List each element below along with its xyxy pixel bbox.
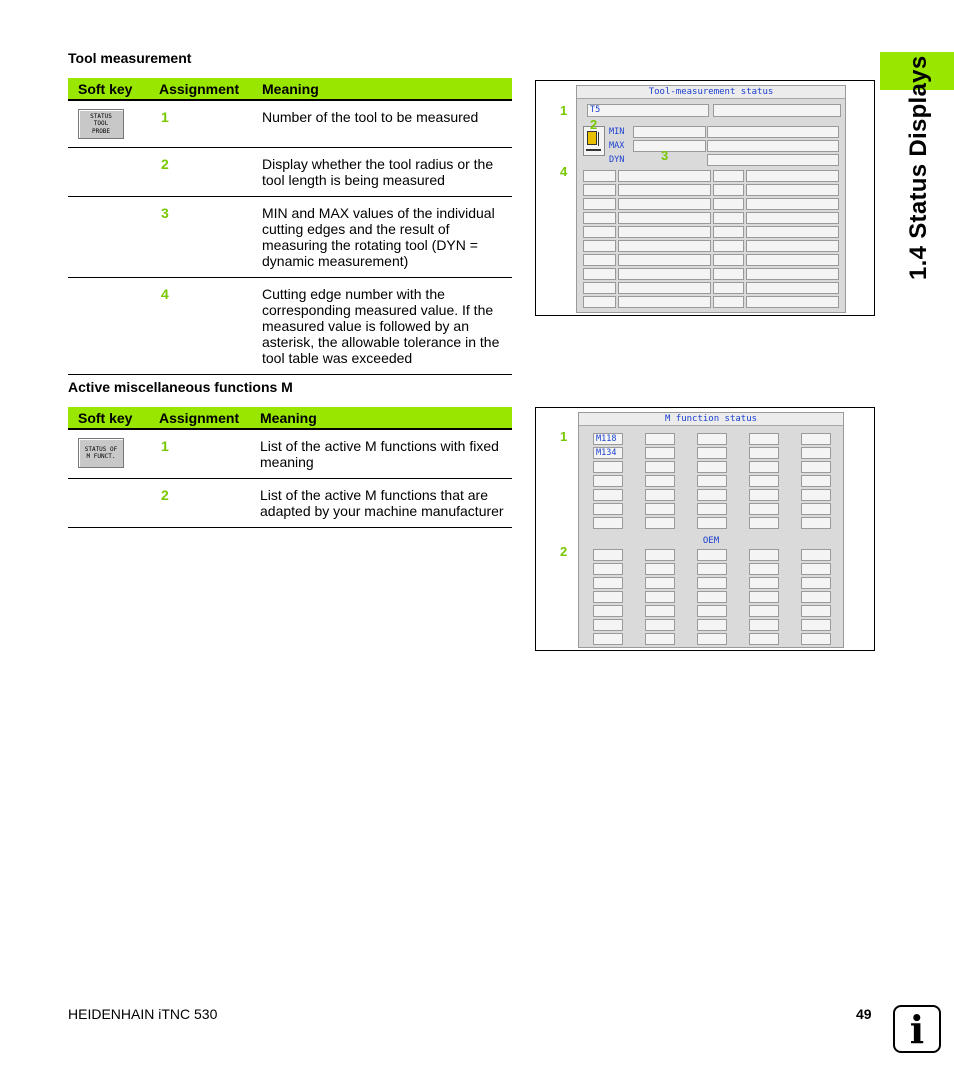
empty-field — [583, 198, 616, 210]
empty-field — [618, 184, 711, 196]
empty-field — [583, 170, 616, 182]
col-header-meaning: Meaning — [250, 407, 512, 429]
empty-field — [697, 475, 727, 487]
empty-field — [697, 461, 727, 473]
empty-field — [697, 633, 727, 645]
empty-field — [697, 577, 727, 589]
table-row — [68, 197, 512, 278]
min-label: MIN — [609, 127, 625, 137]
empty-field — [697, 605, 727, 617]
empty-field — [618, 268, 711, 280]
active-m-field: M134 — [593, 447, 623, 459]
empty-field — [713, 254, 744, 266]
empty-field — [697, 619, 727, 631]
empty-field — [801, 577, 831, 589]
max-label: MAX — [609, 141, 625, 151]
m-status-screen — [578, 412, 844, 648]
empty-field — [801, 591, 831, 603]
row-meaning: Display whether the tool radius or the tool length is being measured — [252, 148, 512, 197]
footer-product: HEIDENHAIN iTNC 530 — [68, 1006, 218, 1022]
empty-field — [645, 475, 675, 487]
empty-field — [801, 563, 831, 575]
empty-field — [749, 447, 779, 459]
empty-field — [618, 198, 711, 210]
row-number: 1 — [149, 100, 252, 148]
table-row — [68, 100, 512, 148]
empty-field — [713, 212, 744, 224]
empty-field — [746, 254, 839, 266]
empty-field — [583, 282, 616, 294]
col-header-assignment: Assignment — [149, 78, 252, 100]
empty-field — [583, 268, 616, 280]
empty-field — [583, 296, 616, 308]
status-tool-probe-softkey[interactable]: STATUS TOOL PROBE — [78, 109, 124, 139]
empty-field — [593, 605, 623, 617]
table-row — [68, 148, 512, 197]
empty-field — [593, 461, 623, 473]
empty-field — [746, 240, 839, 252]
empty-field — [583, 226, 616, 238]
empty-field — [801, 549, 831, 561]
empty-field — [583, 254, 616, 266]
empty-field — [746, 268, 839, 280]
row-meaning: Cutting edge number with the corresponding measured value. If the measured value is followed by an asterisk, the allowable tolerance in the tool table was exceeded — [252, 278, 512, 375]
empty-field — [749, 619, 779, 631]
empty-field — [645, 577, 675, 589]
empty-field — [713, 184, 744, 196]
empty-field — [749, 605, 779, 617]
empty-field — [801, 517, 831, 529]
empty-field — [645, 619, 675, 631]
empty-field — [801, 433, 831, 445]
empty-field — [801, 605, 831, 617]
empty-field — [645, 591, 675, 603]
empty-field — [713, 240, 744, 252]
empty-field — [749, 475, 779, 487]
empty-field — [593, 633, 623, 645]
row-number: 4 — [149, 278, 252, 375]
table-row — [68, 278, 512, 375]
empty-field — [801, 503, 831, 515]
empty-field — [645, 633, 675, 645]
empty-field — [583, 212, 616, 224]
empty-field — [801, 447, 831, 459]
dyn-result-field — [707, 154, 839, 166]
row-meaning: MIN and MAX values of the individual cutting edges and the result of measuring the rotating tool (DYN = dynamic measurement) — [252, 197, 512, 278]
empty-field — [583, 184, 616, 196]
tool-name-field — [713, 104, 841, 117]
table-row — [68, 429, 512, 479]
empty-field — [618, 296, 711, 308]
col-header-softkey: Soft key — [68, 407, 149, 429]
empty-field — [749, 633, 779, 645]
empty-field — [645, 549, 675, 561]
max-result-field — [707, 140, 839, 152]
empty-field — [645, 489, 675, 501]
empty-field — [697, 563, 727, 575]
status-m-funct-softkey[interactable]: STATUS OF M FUNCT. — [78, 438, 124, 468]
empty-field — [593, 489, 623, 501]
empty-field — [749, 591, 779, 603]
chapter-title: 1.4 Status Displays — [905, 55, 932, 280]
table-row — [68, 479, 512, 528]
row-number: 3 — [149, 197, 252, 278]
empty-field — [713, 296, 744, 308]
tool-number-field: T5 — [587, 104, 709, 117]
callout-1: 1 — [560, 429, 568, 444]
empty-field — [645, 517, 675, 529]
empty-field — [713, 226, 744, 238]
empty-field — [713, 268, 744, 280]
empty-field — [801, 633, 831, 645]
empty-field — [645, 461, 675, 473]
m-softkey-table — [68, 407, 512, 528]
empty-field — [749, 517, 779, 529]
empty-field — [746, 198, 839, 210]
tool-status-screen — [576, 85, 846, 313]
empty-field — [801, 489, 831, 501]
callout-2: 2 — [590, 117, 598, 132]
empty-field — [713, 198, 744, 210]
empty-field — [593, 563, 623, 575]
tool-section-title: Tool measurement — [68, 50, 192, 66]
empty-field — [618, 170, 711, 182]
tool-measurement-screenshot — [535, 80, 875, 316]
oem-label: OEM — [579, 535, 843, 547]
empty-field — [746, 170, 839, 182]
col-header-softkey: Soft key — [68, 78, 149, 100]
empty-field — [645, 447, 675, 459]
empty-field — [618, 212, 711, 224]
empty-field — [801, 475, 831, 487]
empty-field — [618, 226, 711, 238]
row-meaning: List of the active M functions that are adapted by your machine manufacturer — [250, 479, 512, 528]
row-meaning: Number of the tool to be measured — [252, 100, 512, 148]
empty-field — [697, 549, 727, 561]
tool-status-title: Tool-measurement status — [577, 86, 845, 99]
empty-field — [593, 577, 623, 589]
m-section-title: Active miscellaneous functions M — [68, 379, 293, 395]
empty-field — [746, 226, 839, 238]
min-value-field — [633, 126, 706, 138]
empty-field — [746, 184, 839, 196]
empty-field — [749, 577, 779, 589]
empty-field — [618, 282, 711, 294]
empty-field — [593, 475, 623, 487]
empty-field — [697, 503, 727, 515]
page-number: 49 — [856, 1006, 872, 1022]
m-function-screenshot — [535, 407, 875, 651]
empty-field — [618, 254, 711, 266]
row-meaning: List of the active M functions with fixed meaning — [250, 429, 512, 479]
col-header-meaning: Meaning — [252, 78, 512, 100]
min-result-field — [707, 126, 839, 138]
empty-field — [645, 433, 675, 445]
empty-field — [746, 296, 839, 308]
callout-3: 3 — [661, 148, 669, 163]
empty-field — [746, 212, 839, 224]
empty-field — [697, 447, 727, 459]
tool-softkey-table — [68, 78, 512, 375]
empty-field — [697, 433, 727, 445]
info-icon: i — [893, 1005, 941, 1053]
empty-field — [749, 433, 779, 445]
empty-field — [645, 503, 675, 515]
empty-field — [645, 563, 675, 575]
col-header-assignment: Assignment — [149, 407, 250, 429]
empty-field — [593, 619, 623, 631]
row-number: 2 — [149, 479, 250, 528]
row-number: 2 — [149, 148, 252, 197]
empty-field — [593, 549, 623, 561]
empty-field — [593, 503, 623, 515]
max-value-field — [633, 140, 706, 152]
empty-field — [645, 605, 675, 617]
empty-field — [749, 549, 779, 561]
empty-field — [618, 240, 711, 252]
m-status-title: M function status — [579, 413, 843, 426]
empty-field — [713, 170, 744, 182]
empty-field — [801, 461, 831, 473]
callout-4: 4 — [560, 164, 568, 179]
empty-field — [697, 489, 727, 501]
callout-2: 2 — [560, 544, 568, 559]
empty-field — [749, 563, 779, 575]
empty-field — [801, 619, 831, 631]
empty-field — [593, 517, 623, 529]
empty-field — [713, 282, 744, 294]
empty-field — [697, 591, 727, 603]
empty-field — [749, 503, 779, 515]
empty-field — [593, 591, 623, 603]
empty-field — [746, 282, 839, 294]
row-number: 1 — [149, 429, 250, 479]
callout-1: 1 — [560, 103, 568, 118]
empty-field — [583, 240, 616, 252]
active-m-field: M118 — [593, 433, 623, 445]
empty-field — [749, 461, 779, 473]
empty-field — [749, 489, 779, 501]
dyn-label: DYN — [609, 155, 625, 165]
empty-field — [697, 517, 727, 529]
